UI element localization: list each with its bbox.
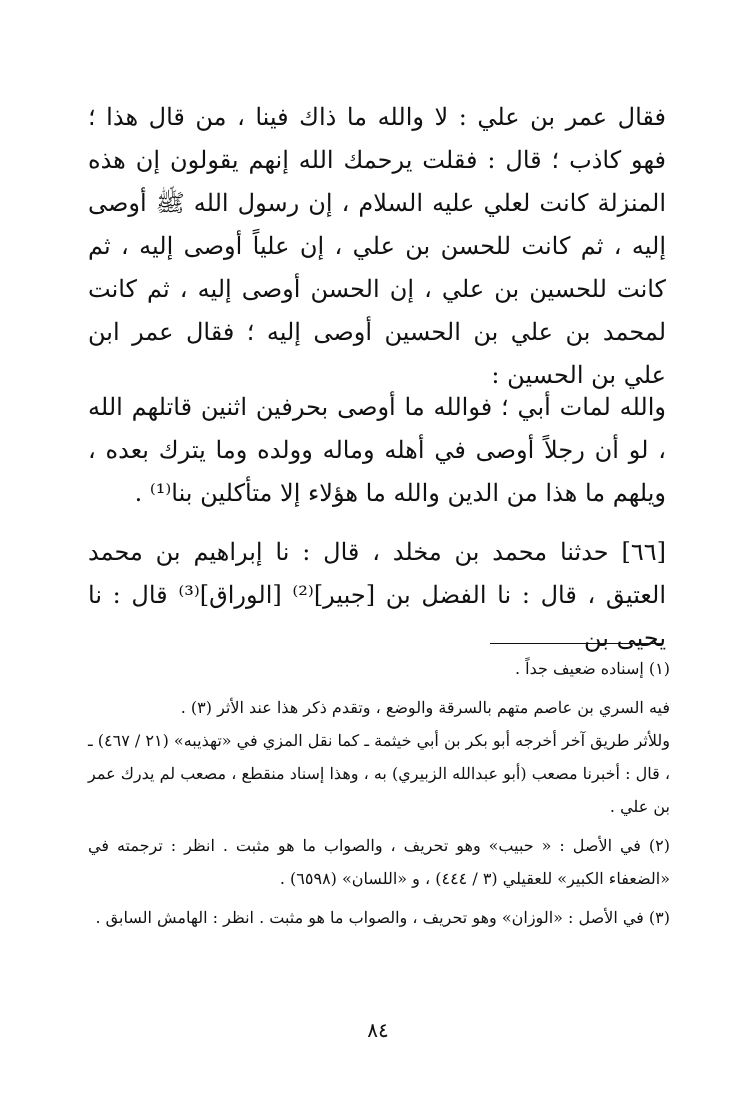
main-paragraph-2: والله لمات أبي ؛ فوالله ما أوصى بحرفين اثنين قاتلهم الله ، لو أن رجلاً أوصى في أهله وماله وولده وما يترك بعده ، ويلهم ما هذا من الدين والله ما هؤلاء إلا متأكلين بنا⁽¹⁾ . [88,393,666,507]
footnote-divider [490,643,662,644]
footnotes-section [88,652,670,934]
footnote-3: (٣) في الأصل : «الوزان» وهو تحريف ، والصواب ما هو مثبت . انظر : الهامش السابق . [95,908,670,927]
footnote-1-detail: فيه السري بن عاصم متهم بالسرقة والوضع ، وتقدم ذكر هذا عند الأثر (٣) . [180,698,670,717]
main-paragraph-3: [٦٦] حدثنا محمد بن مخلد ، قال : نا إبراهيم بن محمد العتيق ، قال : نا الفضل بن [جبير]⁽²⁾ [الوراق]⁽³⁾ قال : نا يحيى بن [88,538,666,652]
footnote-2: (٢) في الأصل : « حبيب» وهو تحريف ، والصواب ما هو مثبت . انظر : ترجمته في «الضعفاء الكبير» للعقيلي (٣ / ٤٤٤) ، و «اللسان» (٦٥٩٨) . [88,836,671,888]
main-paragraph-1: فقال عمر بن علي : لا والله ما ذاك فينا ، من قال هذا ؛ فهو كاذب ؛ قال : فقلت يرحمك الله إنهم يقولون إن هذه المنزلة كانت لعلي عليه السلام ، إن رسول الله ﷺ أوصى إليه ، ثم كانت للحسن بن علي ، إن علياً أوصى إليه ، ثم كانت للحسين بن علي ، إن الحسن أوصى إليه ، ثم كانت لمحمد بن علي بن الحسين أوصى إليه ؛ فقال عمر ابن علي بن الحسين : [88,103,667,389]
footnote-1: (١) إسناده ضعيف جداً . [514,659,670,678]
footnote-1-extra: وللأثر طريق آخر أخرجه أبو بكر بن أبي خيثمة ـ كما نقل المزي في «تهذيبه» (٢١ / ٤٦٧) ـ ، قال : أخبرنا مصعب (أبو عبدالله الزبيري) به ، وهذا إسناد منقطع ، مصعب لم يدرك عمر بن علي . [88,731,670,816]
page-number: ٨٤ [367,1018,389,1042]
